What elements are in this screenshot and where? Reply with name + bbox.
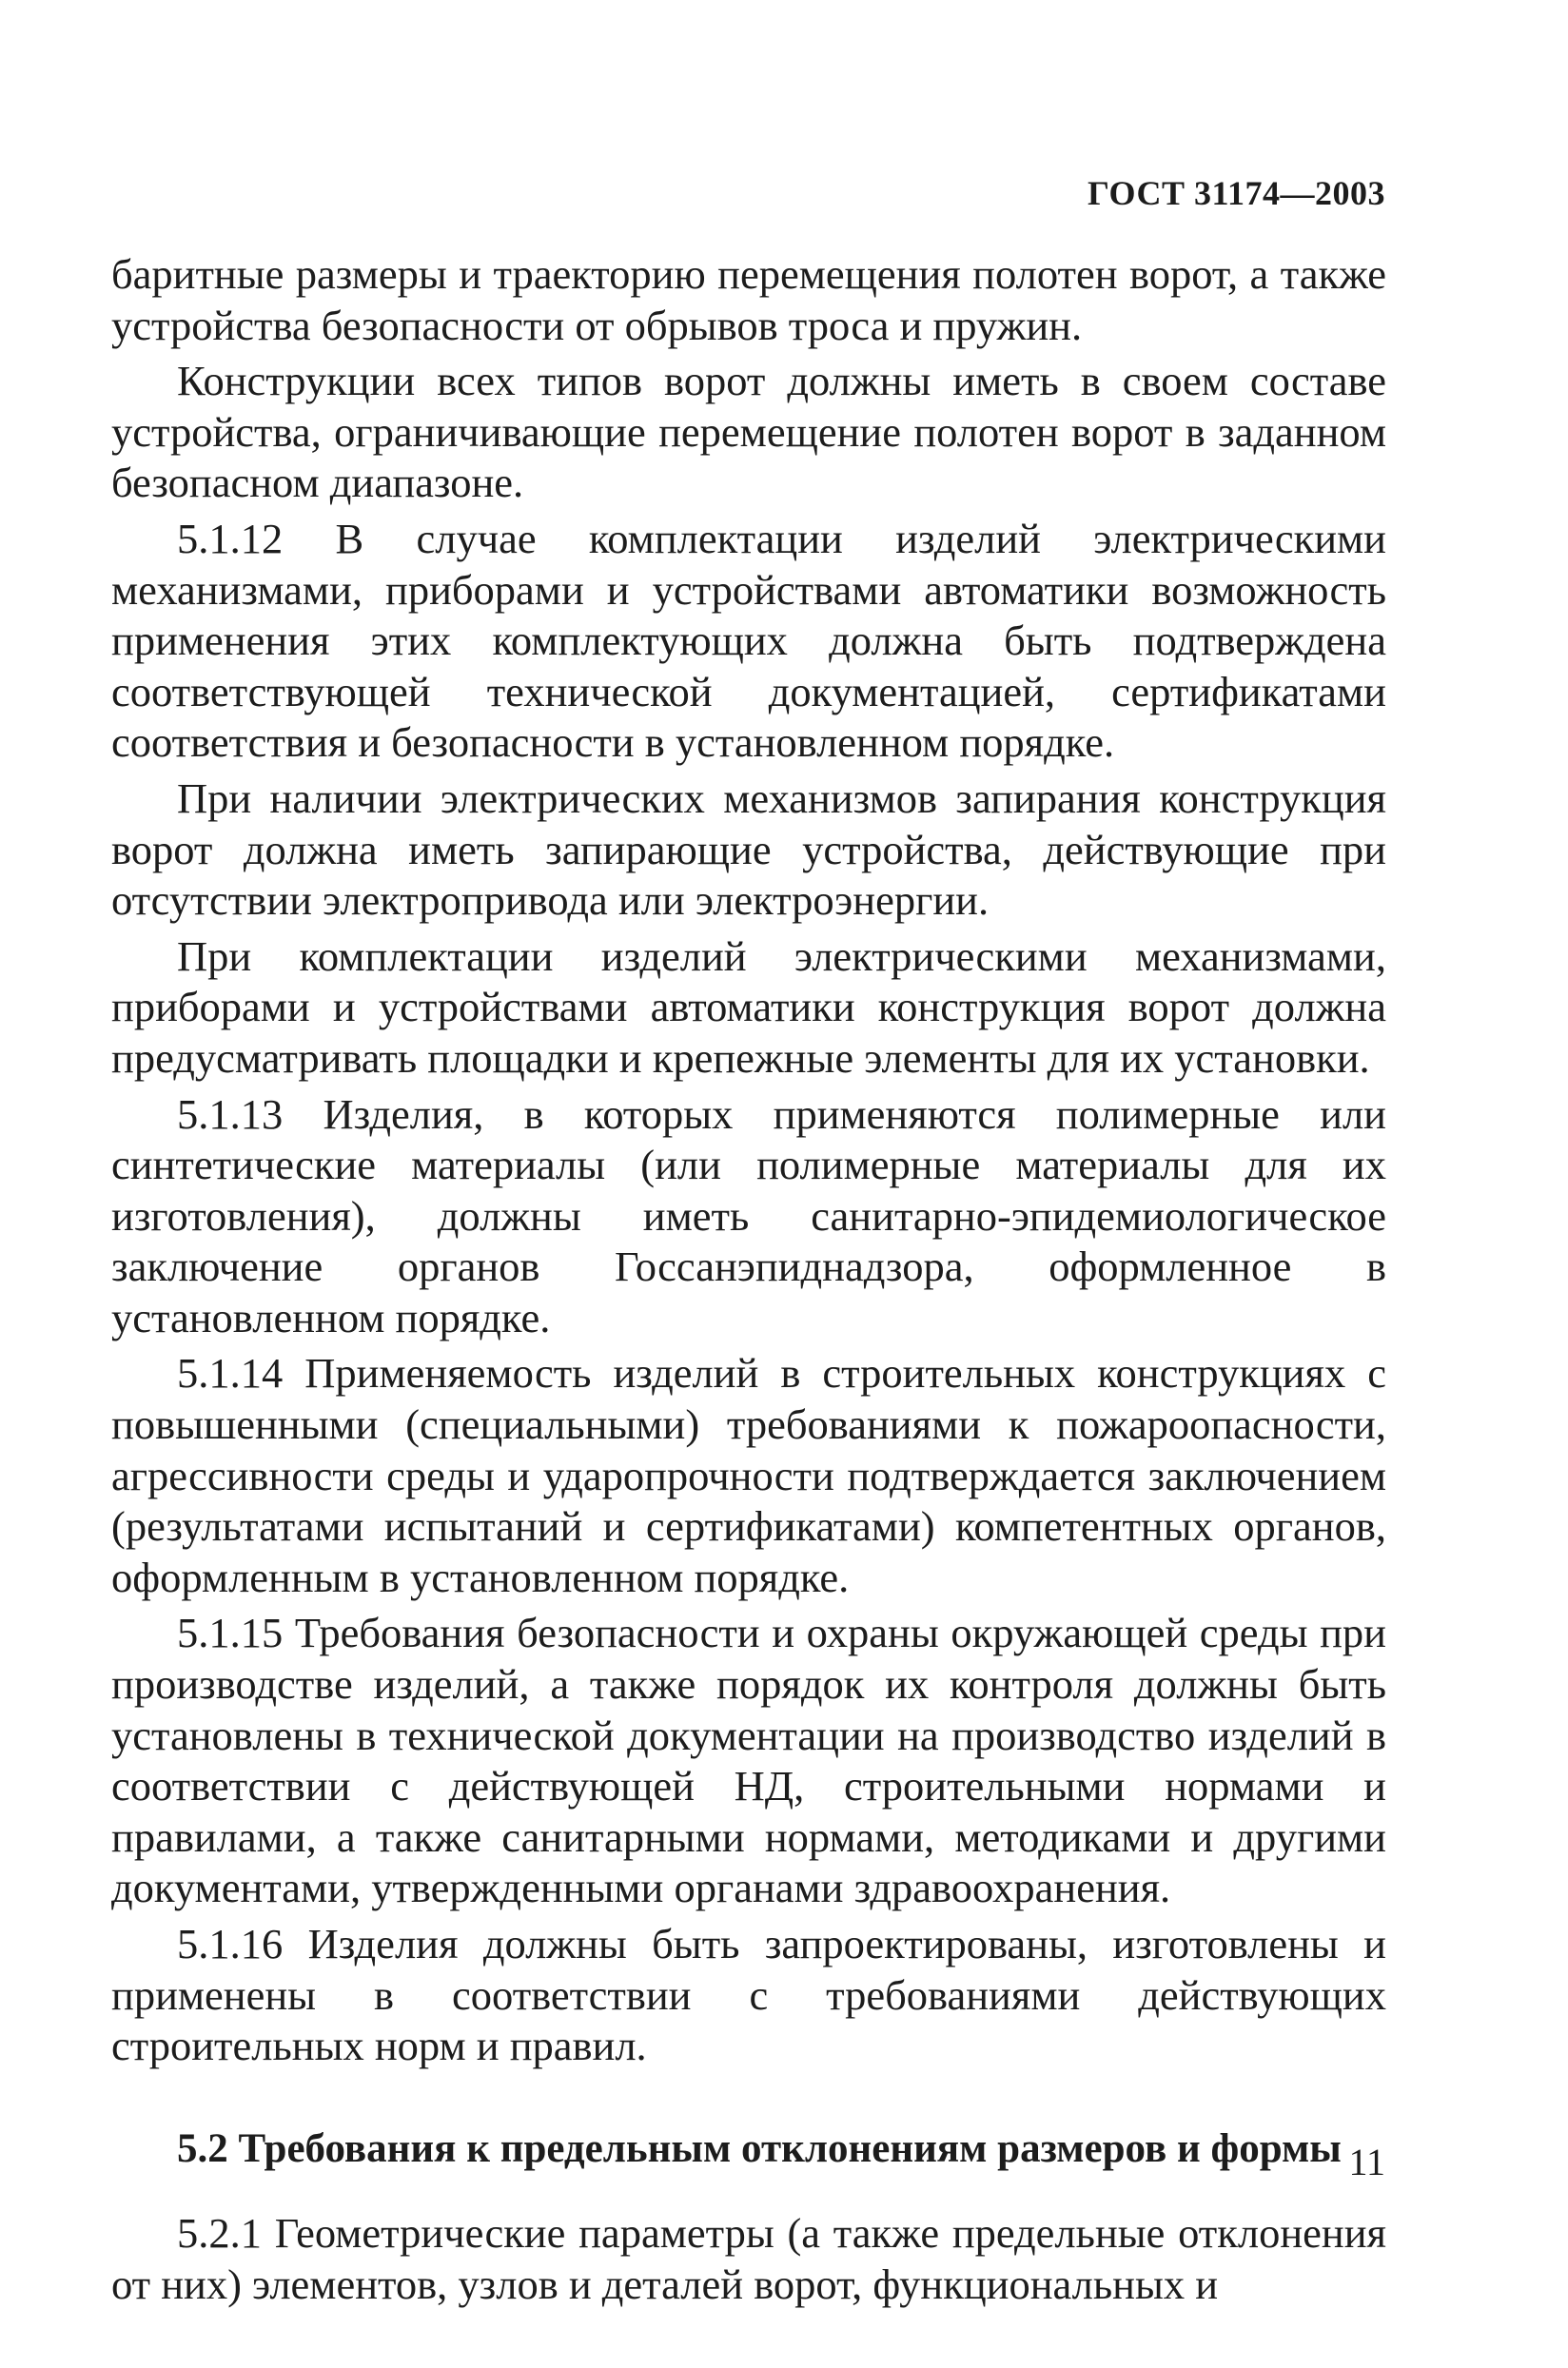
paragraph-5: При комплектации изделий электрическими механизмами, приборами и устройствами автоматики конструкция ворот должна предусматривать площадки и крепежные элементы для их установки. (111, 931, 1386, 1082)
paragraph-2: Конструкции всех типов ворот должны иметь в своем составе устройства, ограничивающие перемещение полотен ворот в заданном безопасном диапазоне. (111, 357, 1386, 507)
paragraph-5-1-13: 5.1.13 Изделия, в которых применяются полимерные или синтетические материалы (или полимерные материалы для их изготовления), должны иметь санитарно-эпидемиологическое заключение органов Госсанэпиднадзора, оформленное в установленном порядке. (111, 1089, 1386, 1341)
paragraph-4: При наличии электрических механизмов запирания конструкция ворот должна иметь запирающие устройства, действующие при отсутствии электропривода или электроэнергии. (111, 773, 1386, 925)
paragraph-5-1-12: 5.1.12 В случае комплектации изделий электрическими механизмами, приборами и устройствами автоматики возможность применения этих комплектующих должна быть подтверждена соответствующей технической документацией, сертификатами соответствия и безопасности в установленном порядке. (111, 514, 1386, 767)
paragraph-1: баритные размеры и траекторию перемещения полотен ворот, а также устройства безопасности от обрывов троса и пружин. (111, 250, 1386, 349)
standard-code-header: ГОСТ 31174—2003 (1088, 174, 1385, 212)
body-text (111, 249, 1386, 2316)
paragraph-5-1-14: 5.1.14 Применяемость изделий в строительных конструкциях с повышенными (специальными) требованиями к пожароопасности, агрессивности среды и ударопрочности подтверждается заключением (результатами испытаний и сертификатами) компетентных органов, оформленным в установленном порядке. (111, 1349, 1386, 1601)
paragraph-5-1-15: 5.1.15 Требования безопасности и охраны окружающей среды при производстве изделий, а также порядок их контроля должны быть установлены в технической документации на производство изделий в соответствии с действующей НД, строительными нормами и правилами, а также санитарными нормами, методиками и другими документами, утвержденными органами здравоохранения. (111, 1609, 1386, 1912)
section-heading-5-2: 5.2 Требования к предельным отклонениям размеров и формы (177, 2125, 1342, 2171)
paragraph-5-1-16: 5.1.16 Изделия должны быть запроектированы, изготовлены и применены в соответствии с требованиями действующих строительных норм и правил. (111, 1920, 1386, 2070)
page-number: 11 (1348, 2141, 1385, 2183)
paragraph-5-2-1: 5.2.1 Геометрические параметры (а также предельные отклонения от них) элементов, узлов и деталей ворот, функциональных и (111, 2209, 1386, 2308)
